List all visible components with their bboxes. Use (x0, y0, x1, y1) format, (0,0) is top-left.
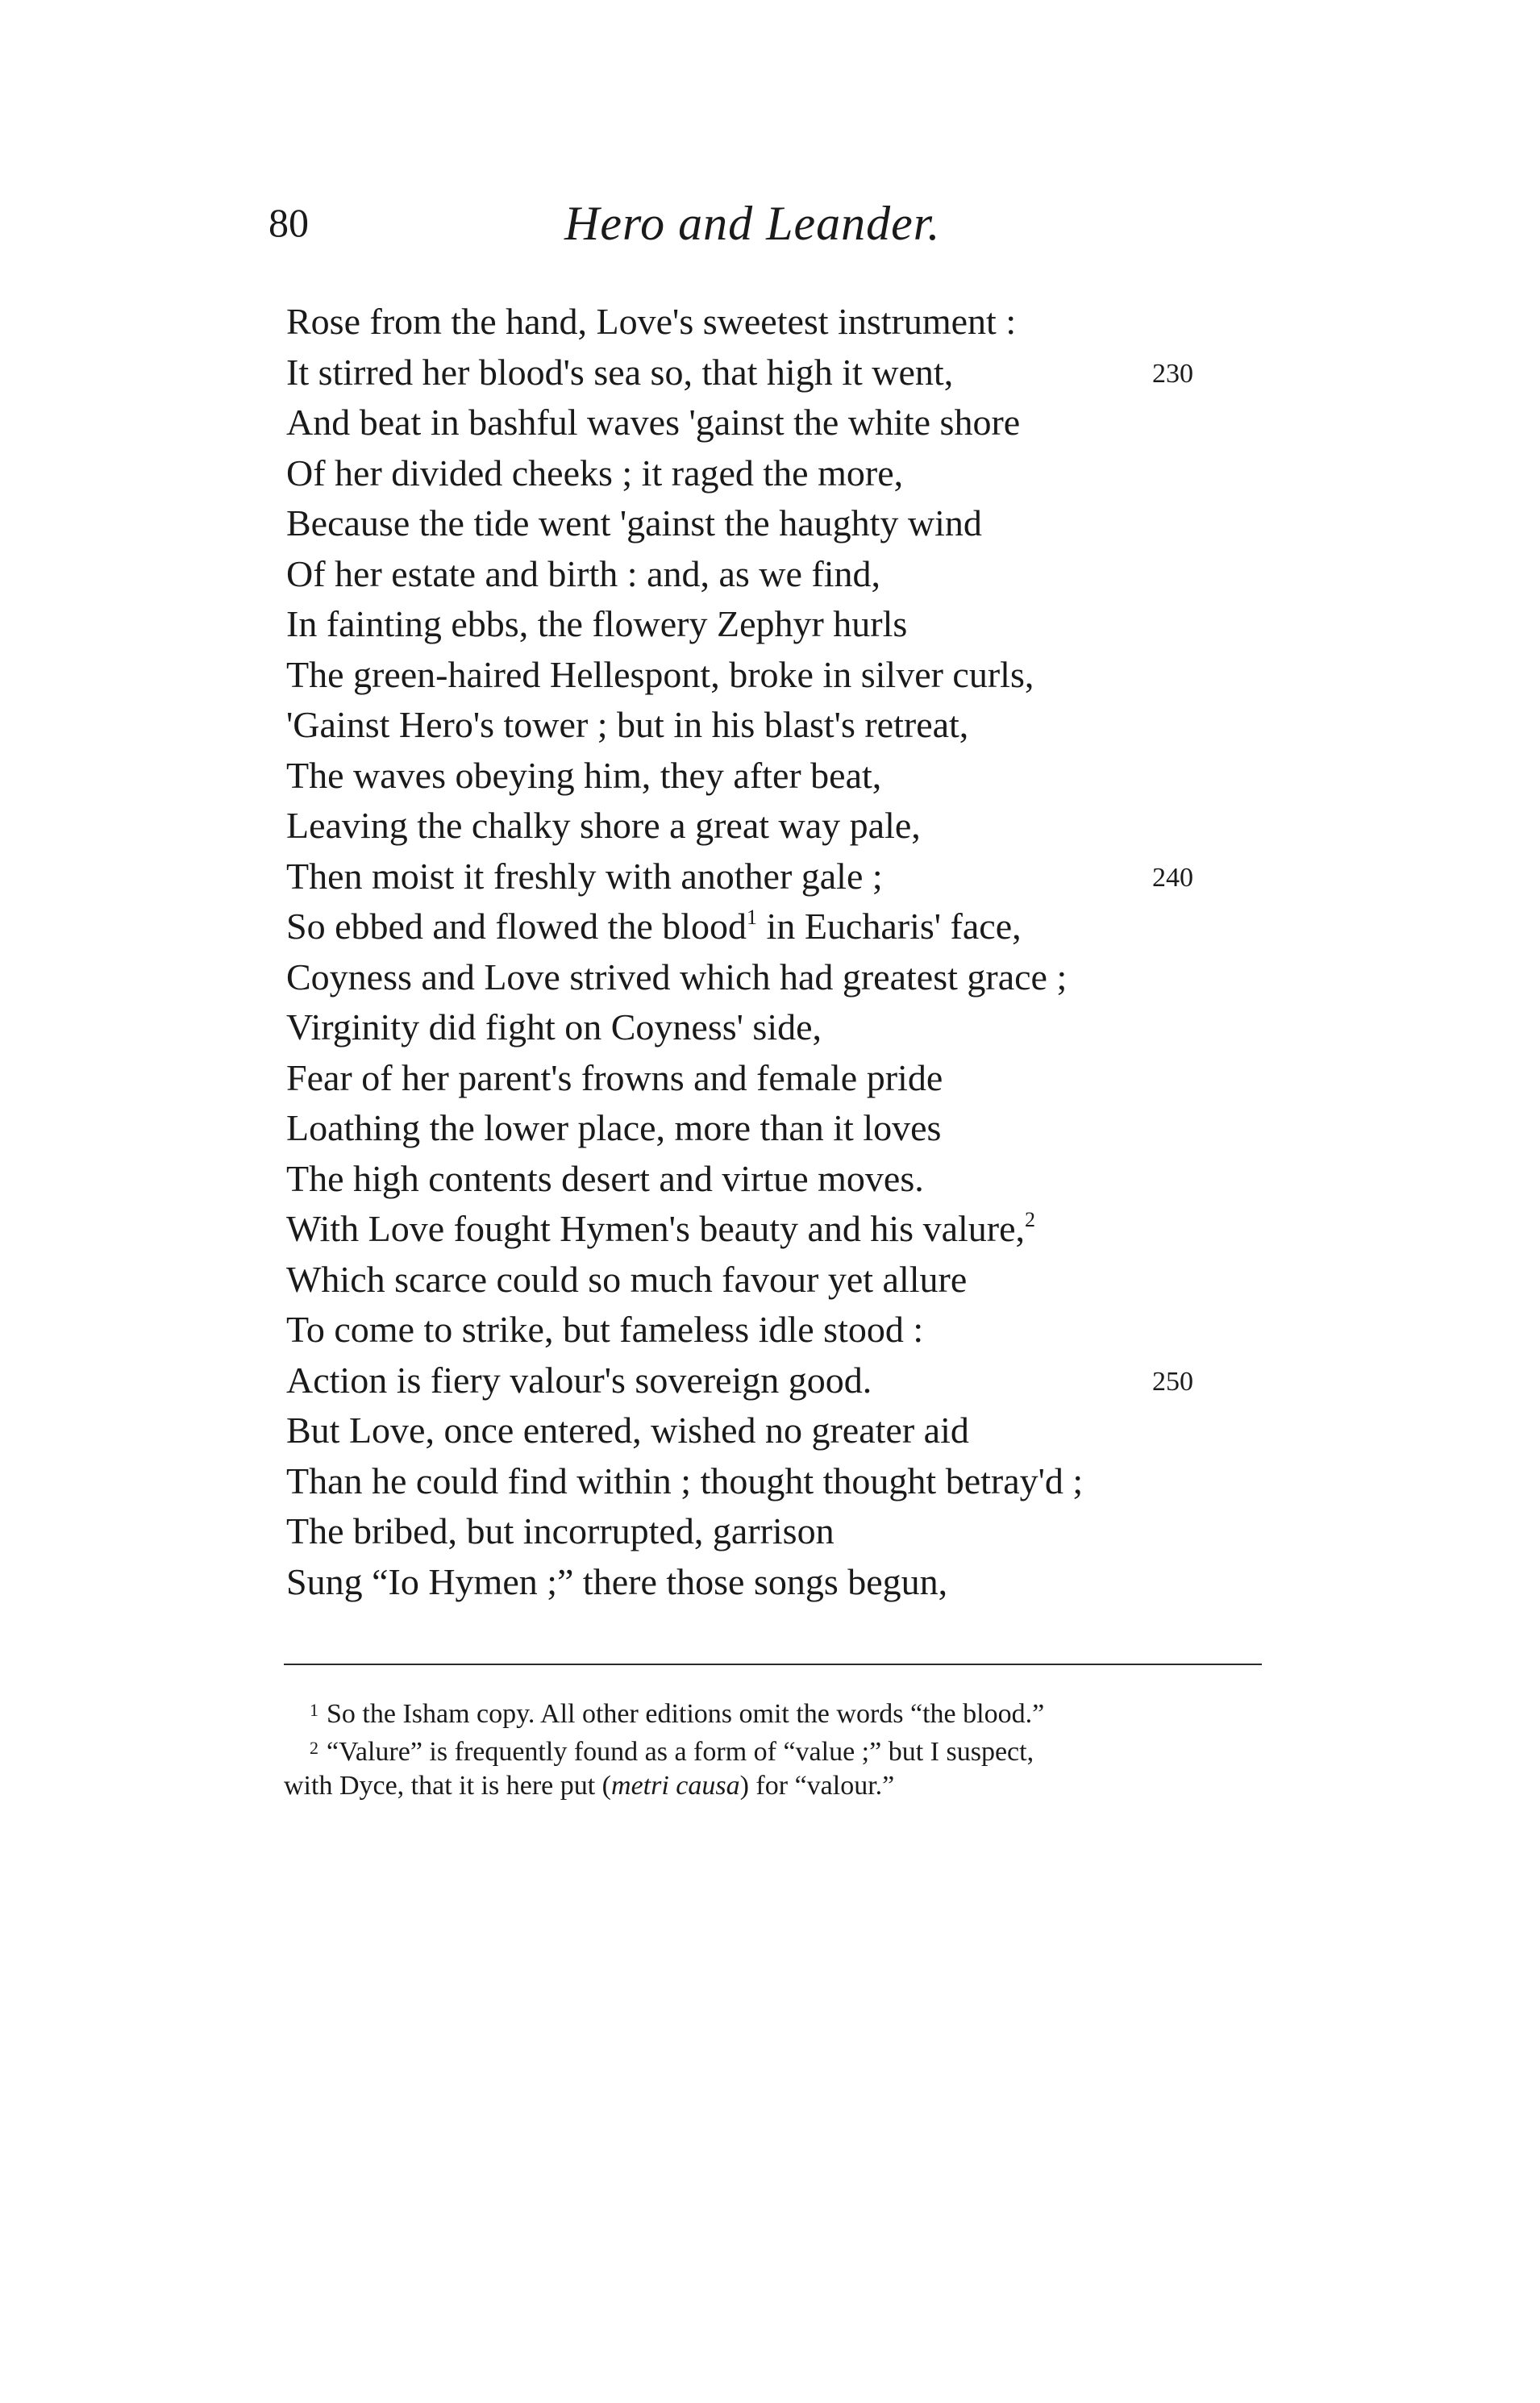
poem-line (286, 1456, 1294, 1507)
poem-body (286, 297, 1294, 1607)
footnote-2-continued (284, 1769, 1263, 1803)
poem-line-text: To come to strike, but fameless idle stood : (286, 1309, 924, 1350)
poem-line (286, 549, 1294, 600)
poem-line-text: Then moist it freshly with another gale ; (286, 855, 883, 897)
poem-line-text: Leaving the chalky shore a great way pale, (286, 805, 921, 846)
poem-line-text: It stirred her blood's sea so, that high it went, (286, 351, 954, 393)
line-number: 240 (1152, 862, 1193, 893)
poem-line-text: In fainting ebbs, the flowery Zephyr hurls (286, 603, 908, 644)
footnote-text: So the Isham copy. All other editions omit the words “the blood.” (327, 1699, 1045, 1729)
poem-line-text: 'Gainst Hero's tower ; but in his blast's retreat, (286, 704, 969, 745)
poem-line (286, 902, 1294, 952)
footnote-text: ) for “valour.” (739, 1771, 895, 1801)
poem-line (286, 398, 1294, 448)
poem-line (286, 1506, 1294, 1557)
poem-line (286, 1154, 1294, 1205)
footnote-number: 1 (310, 1700, 318, 1720)
poem-line-text: Sung “Io Hymen ;” there those songs begun, (286, 1560, 948, 1602)
poem-line-text: Rose from the hand, Love's sweetest instrument : (286, 301, 1017, 342)
poem-line-text: Loathing the lower place, more than it loves (286, 1107, 942, 1148)
footnotes (284, 1693, 1263, 1803)
footnote-ref: 1 (747, 906, 758, 929)
poem-line-text: With Love fought Hymen's beauty and his valure, (286, 1208, 1026, 1249)
poem-line-text: Because the tide went 'gainst the haughty wind (286, 502, 982, 543)
poem-line-text: Of her divided cheeks ; it raged the more, (286, 452, 904, 494)
poem-line (286, 448, 1294, 499)
poem-line (286, 599, 1294, 650)
poem-line (286, 348, 1294, 398)
footnote-italic-text: metri causa (611, 1771, 740, 1801)
poem-line (286, 952, 1294, 1003)
poem-line (286, 1053, 1294, 1104)
poem-line-text: Which scarce could so much favour yet allure (286, 1258, 968, 1300)
poem-line-text: Fear of her parent's frowns and female pride (286, 1056, 943, 1098)
poem-line-text: Action is fiery valour's sovereign good. (286, 1359, 872, 1401)
poem-line (286, 801, 1294, 852)
footnote-number: 2 (310, 1738, 318, 1758)
poem-line (286, 1103, 1294, 1154)
poem-line-text: Than he could find within ; thought thought betray'd ; (286, 1460, 1084, 1501)
poem-line (286, 1305, 1294, 1356)
poem-line-text: But Love, once entered, wished no greater aid (286, 1410, 969, 1451)
poem-line (286, 1255, 1294, 1306)
page-number: 80 (268, 200, 309, 245)
line-number: 250 (1152, 1366, 1193, 1397)
poem-line-text-continued: in Eucharis' face, (757, 906, 1022, 947)
poem-line (286, 297, 1294, 348)
poem-line-text: The green-haired Hellespont, broke in silver curls, (286, 653, 1034, 695)
poem-line-text: Coyness and Love strived which had greatest grace ; (286, 956, 1068, 997)
poem-line-text: The waves obeying him, they after beat, (286, 754, 882, 796)
footnote-divider (284, 1664, 1262, 1665)
poem-line (286, 1356, 1294, 1406)
footnote-ref: 2 (1025, 1208, 1036, 1231)
line-number: 230 (1152, 358, 1193, 389)
footnote-1 (284, 1693, 1263, 1731)
footnote-text: with Dyce, that it is here put ( (284, 1771, 612, 1801)
poem-line (286, 1002, 1294, 1053)
running-title: Hero and Leander. (564, 197, 941, 250)
poem-line-text: The high contents desert and virtue moves. (286, 1157, 924, 1199)
poem-line-text: Of her estate and birth : and, as we find, (286, 552, 881, 594)
poem-line (286, 751, 1294, 802)
poem-line (286, 498, 1294, 549)
poem-line-text: The bribed, but incorrupted, garrison (286, 1510, 835, 1551)
poem-line-text: So ebbed and flowed the blood (286, 906, 747, 947)
poem-line-text: Virginity did fight on Coyness' side, (286, 1006, 822, 1047)
poem-line (286, 1204, 1294, 1255)
poem-line-text: And beat in bashful waves 'gainst the white shore (286, 402, 1021, 443)
footnote-2 (284, 1731, 1263, 1769)
poem-line (286, 1406, 1294, 1456)
poem-line (286, 650, 1294, 701)
poem-line (286, 1557, 1294, 1608)
poem-line (286, 700, 1294, 751)
footnote-text: “Valure” is frequently found as a form of “value ;” but I suspect, (327, 1737, 1034, 1767)
poem-line (286, 852, 1294, 902)
